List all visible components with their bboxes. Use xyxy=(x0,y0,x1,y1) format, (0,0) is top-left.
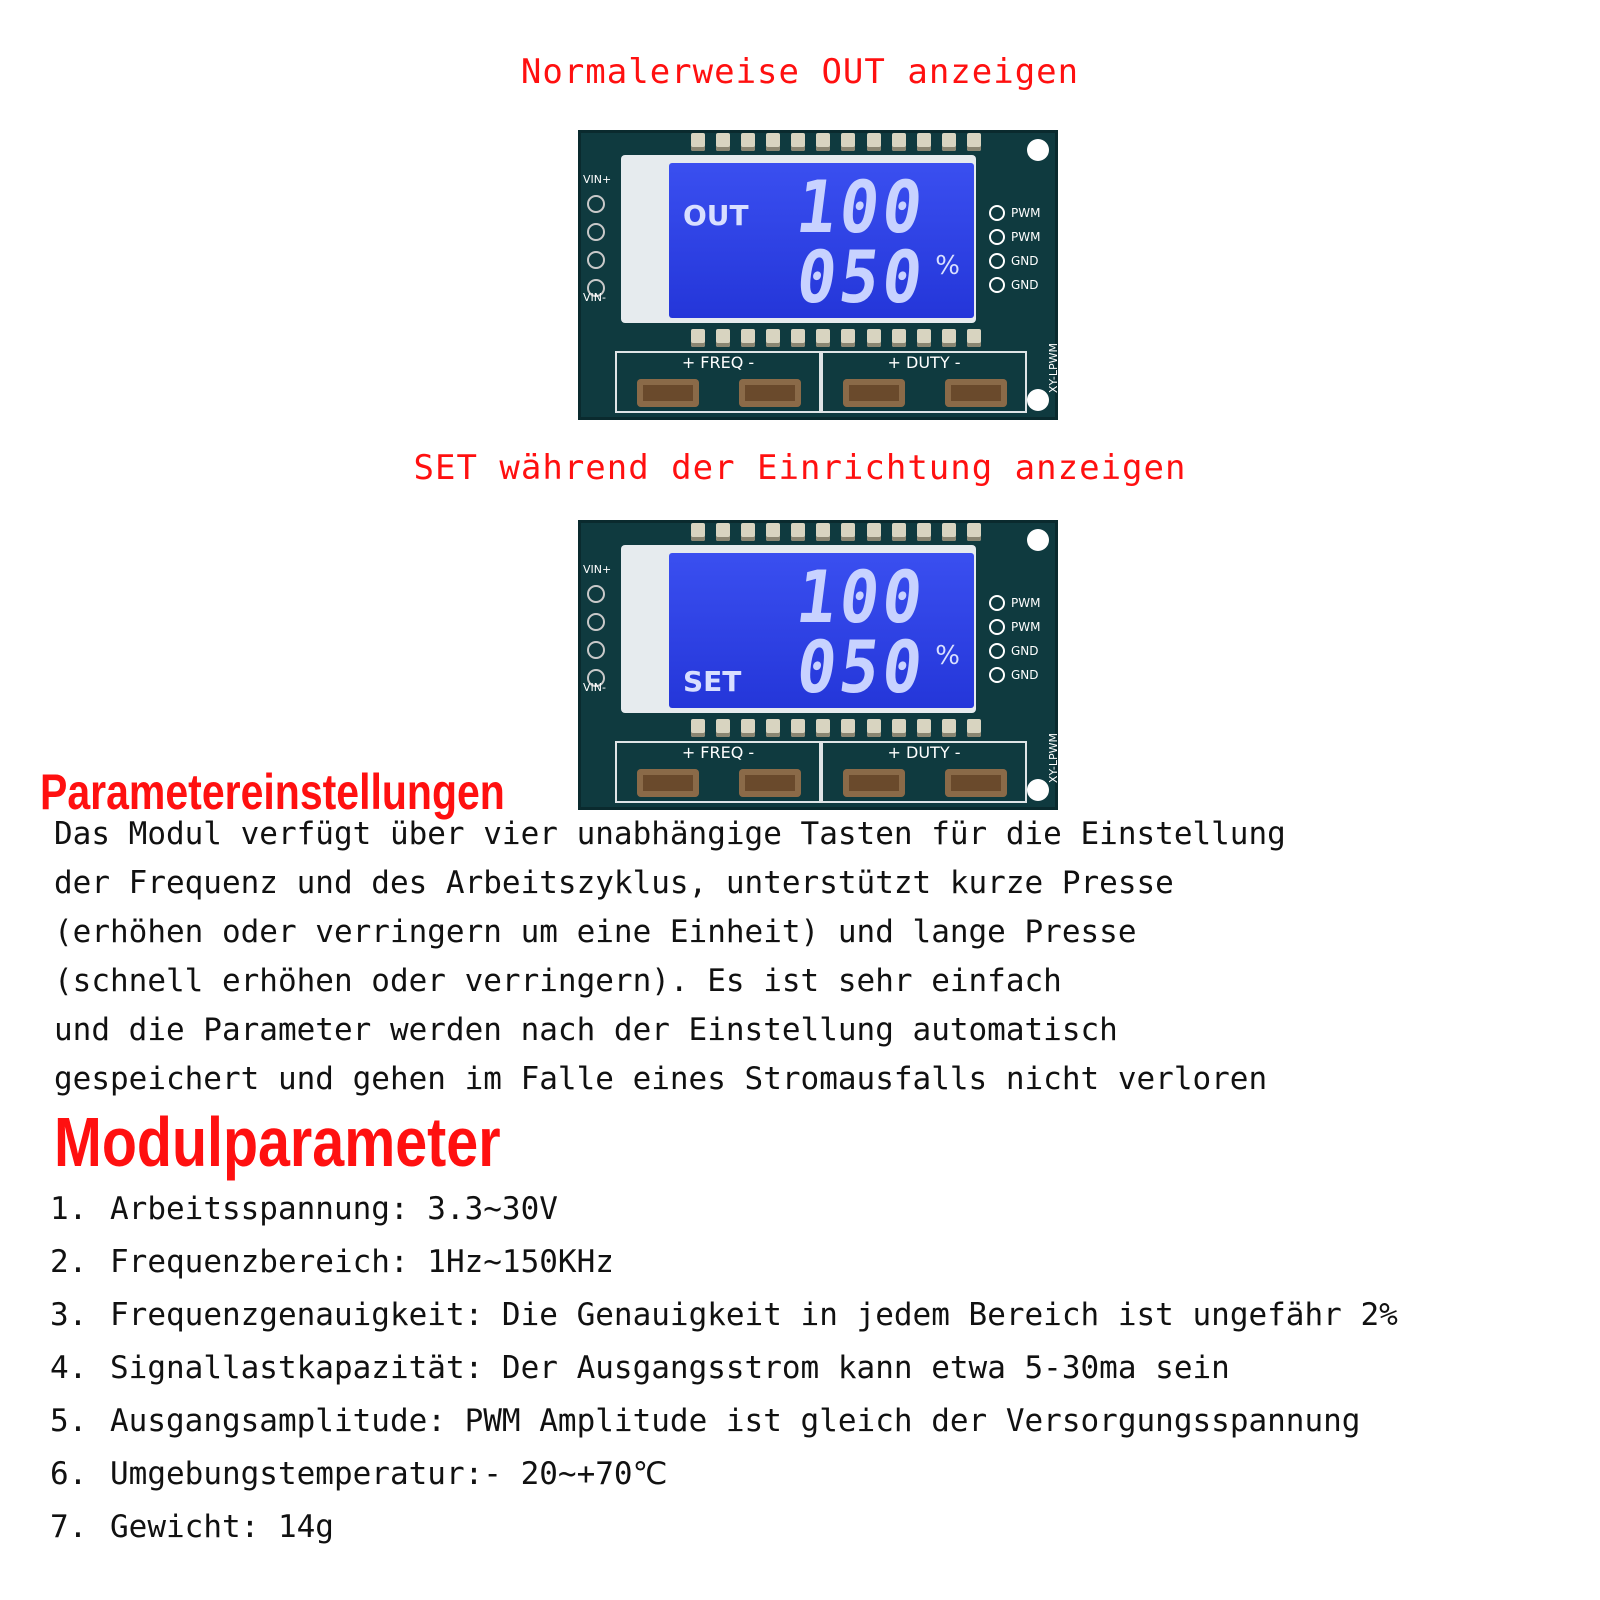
item-number: 7. xyxy=(50,1509,88,1545)
vin-minus-label: VIN- xyxy=(583,291,606,304)
freq-minus-button[interactable] xyxy=(739,379,801,407)
duty-display: 050 xyxy=(792,625,931,709)
button-row xyxy=(615,351,1045,415)
mount-hole xyxy=(1027,529,1049,551)
pin-label: GND xyxy=(1011,668,1039,682)
duty-minus-button[interactable] xyxy=(945,379,1007,407)
pin-dot xyxy=(989,595,1005,611)
pin-label: PWM xyxy=(1011,620,1041,634)
list-item xyxy=(50,1289,1580,1342)
freq-display: 100 xyxy=(792,165,931,249)
mode-label: OUT xyxy=(683,199,749,232)
duty-plus-button[interactable] xyxy=(843,769,905,797)
percent-symbol: % xyxy=(935,641,960,671)
item-number: 3. xyxy=(50,1297,88,1333)
item-number: 4. xyxy=(50,1350,88,1386)
freq-plus-button[interactable] xyxy=(637,379,699,407)
pwm-module-set xyxy=(578,520,1058,810)
duty-button-group xyxy=(821,351,1027,413)
description-line: der Frequenz und des Arbeitszyklus, unterstützt kurze Presse xyxy=(54,865,1174,901)
out-caption: Normalerweise OUT anzeigen xyxy=(520,52,1080,92)
duty-label: + DUTY - xyxy=(887,353,961,372)
pin-dot xyxy=(989,205,1005,221)
description-line: und die Parameter werden nach der Einstellung automatisch xyxy=(54,1012,1118,1048)
pin-dot xyxy=(989,643,1005,659)
pin-label: GND xyxy=(1011,278,1039,292)
list-item xyxy=(50,1448,1580,1501)
pin-label: PWM xyxy=(1011,596,1041,610)
list-item xyxy=(50,1183,1580,1236)
pin-label: GND xyxy=(1011,644,1039,658)
list-item xyxy=(50,1395,1580,1448)
lcd-top-pins xyxy=(691,523,981,541)
duty-minus-button[interactable] xyxy=(945,769,1007,797)
vin-plus-label: VIN+ xyxy=(583,173,612,186)
description-line: (erhöhen oder verringern um eine Einheit) und lange Presse xyxy=(54,914,1137,950)
freq-label: + FREQ - xyxy=(681,743,755,762)
output-header xyxy=(989,201,1049,297)
parameters-heading: Modulparameter xyxy=(54,1103,501,1181)
pin-label: PWM xyxy=(1011,206,1041,220)
pin-label: PWM xyxy=(1011,230,1041,244)
description-line: Das Modul verfügt über vier unabhängige Tasten für die Einstellung xyxy=(54,816,1286,852)
description-line: gespeichert und gehen im Falle eines Stromausfalls nicht verloren xyxy=(54,1061,1268,1097)
parameter-list xyxy=(50,1183,1580,1554)
freq-display: 100 xyxy=(792,555,931,639)
item-text: Umgebungstemperatur:- 20~+70℃ xyxy=(110,1456,668,1492)
pin-dot xyxy=(989,229,1005,245)
list-item xyxy=(50,1342,1580,1395)
item-text: Signallastkapazität: Der Ausgangsstrom kann etwa 5-30ma sein xyxy=(110,1350,1230,1386)
duty-display: 050 xyxy=(792,235,931,319)
freq-minus-button[interactable] xyxy=(739,769,801,797)
mount-hole xyxy=(1027,139,1049,161)
button-row xyxy=(615,741,1045,805)
lcd-bottom-pins xyxy=(691,329,981,347)
pwm-module-out xyxy=(578,130,1058,420)
description-line: (schnell erhöhen oder verringern). Es ist sehr einfach xyxy=(54,963,1062,999)
pin-label: GND xyxy=(1011,254,1039,268)
settings-description xyxy=(54,810,1534,1104)
pin-dot xyxy=(989,277,1005,293)
list-item xyxy=(50,1236,1580,1289)
model-label: XY-LPWM xyxy=(1047,343,1060,394)
settings-heading: Parametereinstellungen xyxy=(40,764,505,820)
list-item xyxy=(50,1501,1580,1554)
percent-symbol: % xyxy=(935,251,960,281)
lcd-bottom-pins xyxy=(691,719,981,737)
duty-button-group xyxy=(821,741,1027,803)
freq-label: + FREQ - xyxy=(681,353,755,372)
model-label: XY-LPWM xyxy=(1047,733,1060,784)
freq-plus-button[interactable] xyxy=(637,769,699,797)
item-number: 5. xyxy=(50,1403,88,1439)
item-text: Ausgangsamplitude: PWM Amplitude ist gleich der Versorgungsspannung xyxy=(110,1403,1361,1439)
vin-minus-label: VIN- xyxy=(583,681,606,694)
vin-plus-label: VIN+ xyxy=(583,563,612,576)
pin-dot xyxy=(989,253,1005,269)
freq-button-group xyxy=(615,741,821,803)
item-number: 1. xyxy=(50,1191,88,1227)
set-caption: SET während der Einrichtung anzeigen xyxy=(413,448,1187,488)
output-header xyxy=(989,591,1049,687)
duty-plus-button[interactable] xyxy=(843,379,905,407)
item-number: 6. xyxy=(50,1456,88,1492)
duty-label: + DUTY - xyxy=(887,743,961,762)
lcd-display xyxy=(669,163,974,318)
pin-dot xyxy=(989,619,1005,635)
item-text: Frequenzgenauigkeit: Die Genauigkeit in jedem Bereich ist ungefähr 2% xyxy=(110,1297,1398,1333)
lcd-top-pins xyxy=(691,133,981,151)
item-text: Frequenzbereich: 1Hz~150KHz xyxy=(110,1244,614,1280)
mode-label: SET xyxy=(683,665,742,698)
mount-hole xyxy=(1027,779,1049,801)
item-text: Gewicht: 14g xyxy=(110,1509,334,1545)
lcd-display xyxy=(669,553,974,708)
item-number: 2. xyxy=(50,1244,88,1280)
freq-button-group xyxy=(615,351,821,413)
mount-hole xyxy=(1027,389,1049,411)
item-text: Arbeitsspannung: 3.3~30V xyxy=(110,1191,558,1227)
pin-dot xyxy=(989,667,1005,683)
